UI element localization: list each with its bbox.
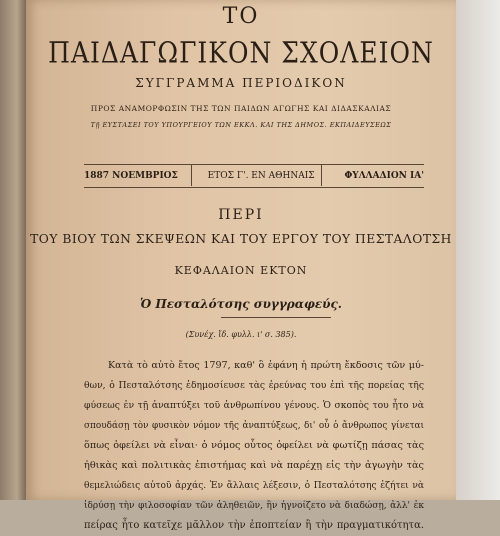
issue-rule-bottom (84, 187, 424, 188)
issue-number: ΦΥΛΛΑΔΙΟΝ ΙΑ' (344, 171, 424, 181)
issue-rule-top (84, 164, 424, 165)
body-line: φύσεως ἐν τῇ ἀναπτύξει τοῦ ἀνθρωπίνου γένους. Ὁ σκοπὸς του ἦτο νὰ (84, 400, 424, 411)
masthead-purpose: ΠΡΟΣ ΑΝΑΜΟΡΦΩΣΙΝ ΤΗΣ ΤΩΝ ΠΑΙΔΩΝ ΑΓΩΓΗΣ ΚΑΙ ΔΙΔΑΣΚΑΛΙΑΣ (90, 104, 392, 113)
body-line: σπουδάσῃ τὸν φυσικὸν νόμον τῆς ἀναπτύξεως, δι' οὗ ὁ ἄνθρωπος γίνεται (84, 421, 424, 431)
issue-place: ΕΤΟΣ Γ'. ΕΝ ΑΘΗΝΑΙΣ (207, 171, 315, 181)
body-line: πείρας ἦτο κατεῖχε μᾶλλον τὴν ἐποπτείαν ἢ τὴν πραγματικότητα. (84, 520, 424, 531)
body-line: θων, ὁ Πεσταλότσης ἐδημοσίευσε τὰς ἐρεύνας του ἐπὶ τῆς πορείας τῆς (84, 380, 424, 391)
article-title: ΤΟΥ ΒΙΟΥ ΤΩΝ ΣΚΕΨΕΩΝ ΚΑΙ ΤΟΥ ΕΡΓΟΥ ΤΟΥ ΠΕΣΤΑΛΟΤΣΗ (30, 232, 452, 246)
body-text (84, 356, 424, 536)
masthead-subtitle: ΣΥΓΓΡΑΜΜΑ ΠΕΡΙΟΔΙΚΟΝ (135, 76, 347, 90)
issue-divider-right (321, 164, 322, 186)
issue-date: 1887 ΝΟΕΜΒΡΙΟΣ (84, 171, 178, 181)
chapter-heading: ΚΕΦΑΛΑΙΟΝ ΕΚΤΟΝ (174, 264, 308, 277)
body-line: θεμελιώδεις αὐτοῦ ἀρχάς. Ἐν ἄλλαις λέξεσιν, ὁ Πεσταλότσης ἐζήτει νὰ (84, 481, 424, 491)
section-underline (221, 317, 331, 318)
section-heading: Ὁ Πεσταλότσης συγγραφεύς. (140, 297, 342, 311)
issue-bar (84, 167, 424, 185)
background-surface (456, 0, 500, 500)
document-page (26, 0, 456, 531)
issue-divider-left (191, 164, 192, 186)
masthead-article: ΤΟ (222, 4, 260, 29)
adjacent-page-edge (0, 0, 28, 500)
body-line: Κατὰ τὸ αὐτὸ ἔτος 1797, καθ' ὃ ἐφάνη ἡ πρώτη ἔκδοσις τῶν μύ- (108, 360, 424, 371)
masthead-title: ΠΑΙΔΑΓΩΓΙΚΟΝ ΣΧΟΛΕΙΟΝ (48, 35, 434, 70)
body-line: ἱδρύσῃ τὴν φιλοσοφίαν τῶν ἀληθειῶν, ἣν ἠγνοίζετο νὰ διαδώσῃ, ἀλλ' ἐκ (84, 501, 424, 511)
body-line: ἠθικὰς καὶ πολιτικὰς ἐπιστήμας καὶ νὰ παρέχῃ εἰς τὴν ἀγωγὴν τὰς (84, 460, 424, 471)
masthead-endorsement: Τῇ ΕΥΣΤΑΣΕΙ ΤΟΥ ΥΠΟΥΡΓΕΙΟΥ ΤΩΝ ΕΚΚΛ. ΚΑΙ ΤΗΣ ΔΗΜΟΣ. ΕΚΠΑΙΔΕΥΣΕΩΣ (90, 121, 392, 129)
body-line: ὅπως ὀφείλει νὰ εἶναι· ὁ νόμος οὗτος ὀφείλει νὰ φωτίζῃ πάσας τὰς (84, 440, 424, 451)
continuation-reference: (Συνέχ. ἴδ. φυλλ. ι' σ. 385). (185, 330, 297, 339)
article-peri: ΠΕΡΙ (218, 207, 264, 223)
